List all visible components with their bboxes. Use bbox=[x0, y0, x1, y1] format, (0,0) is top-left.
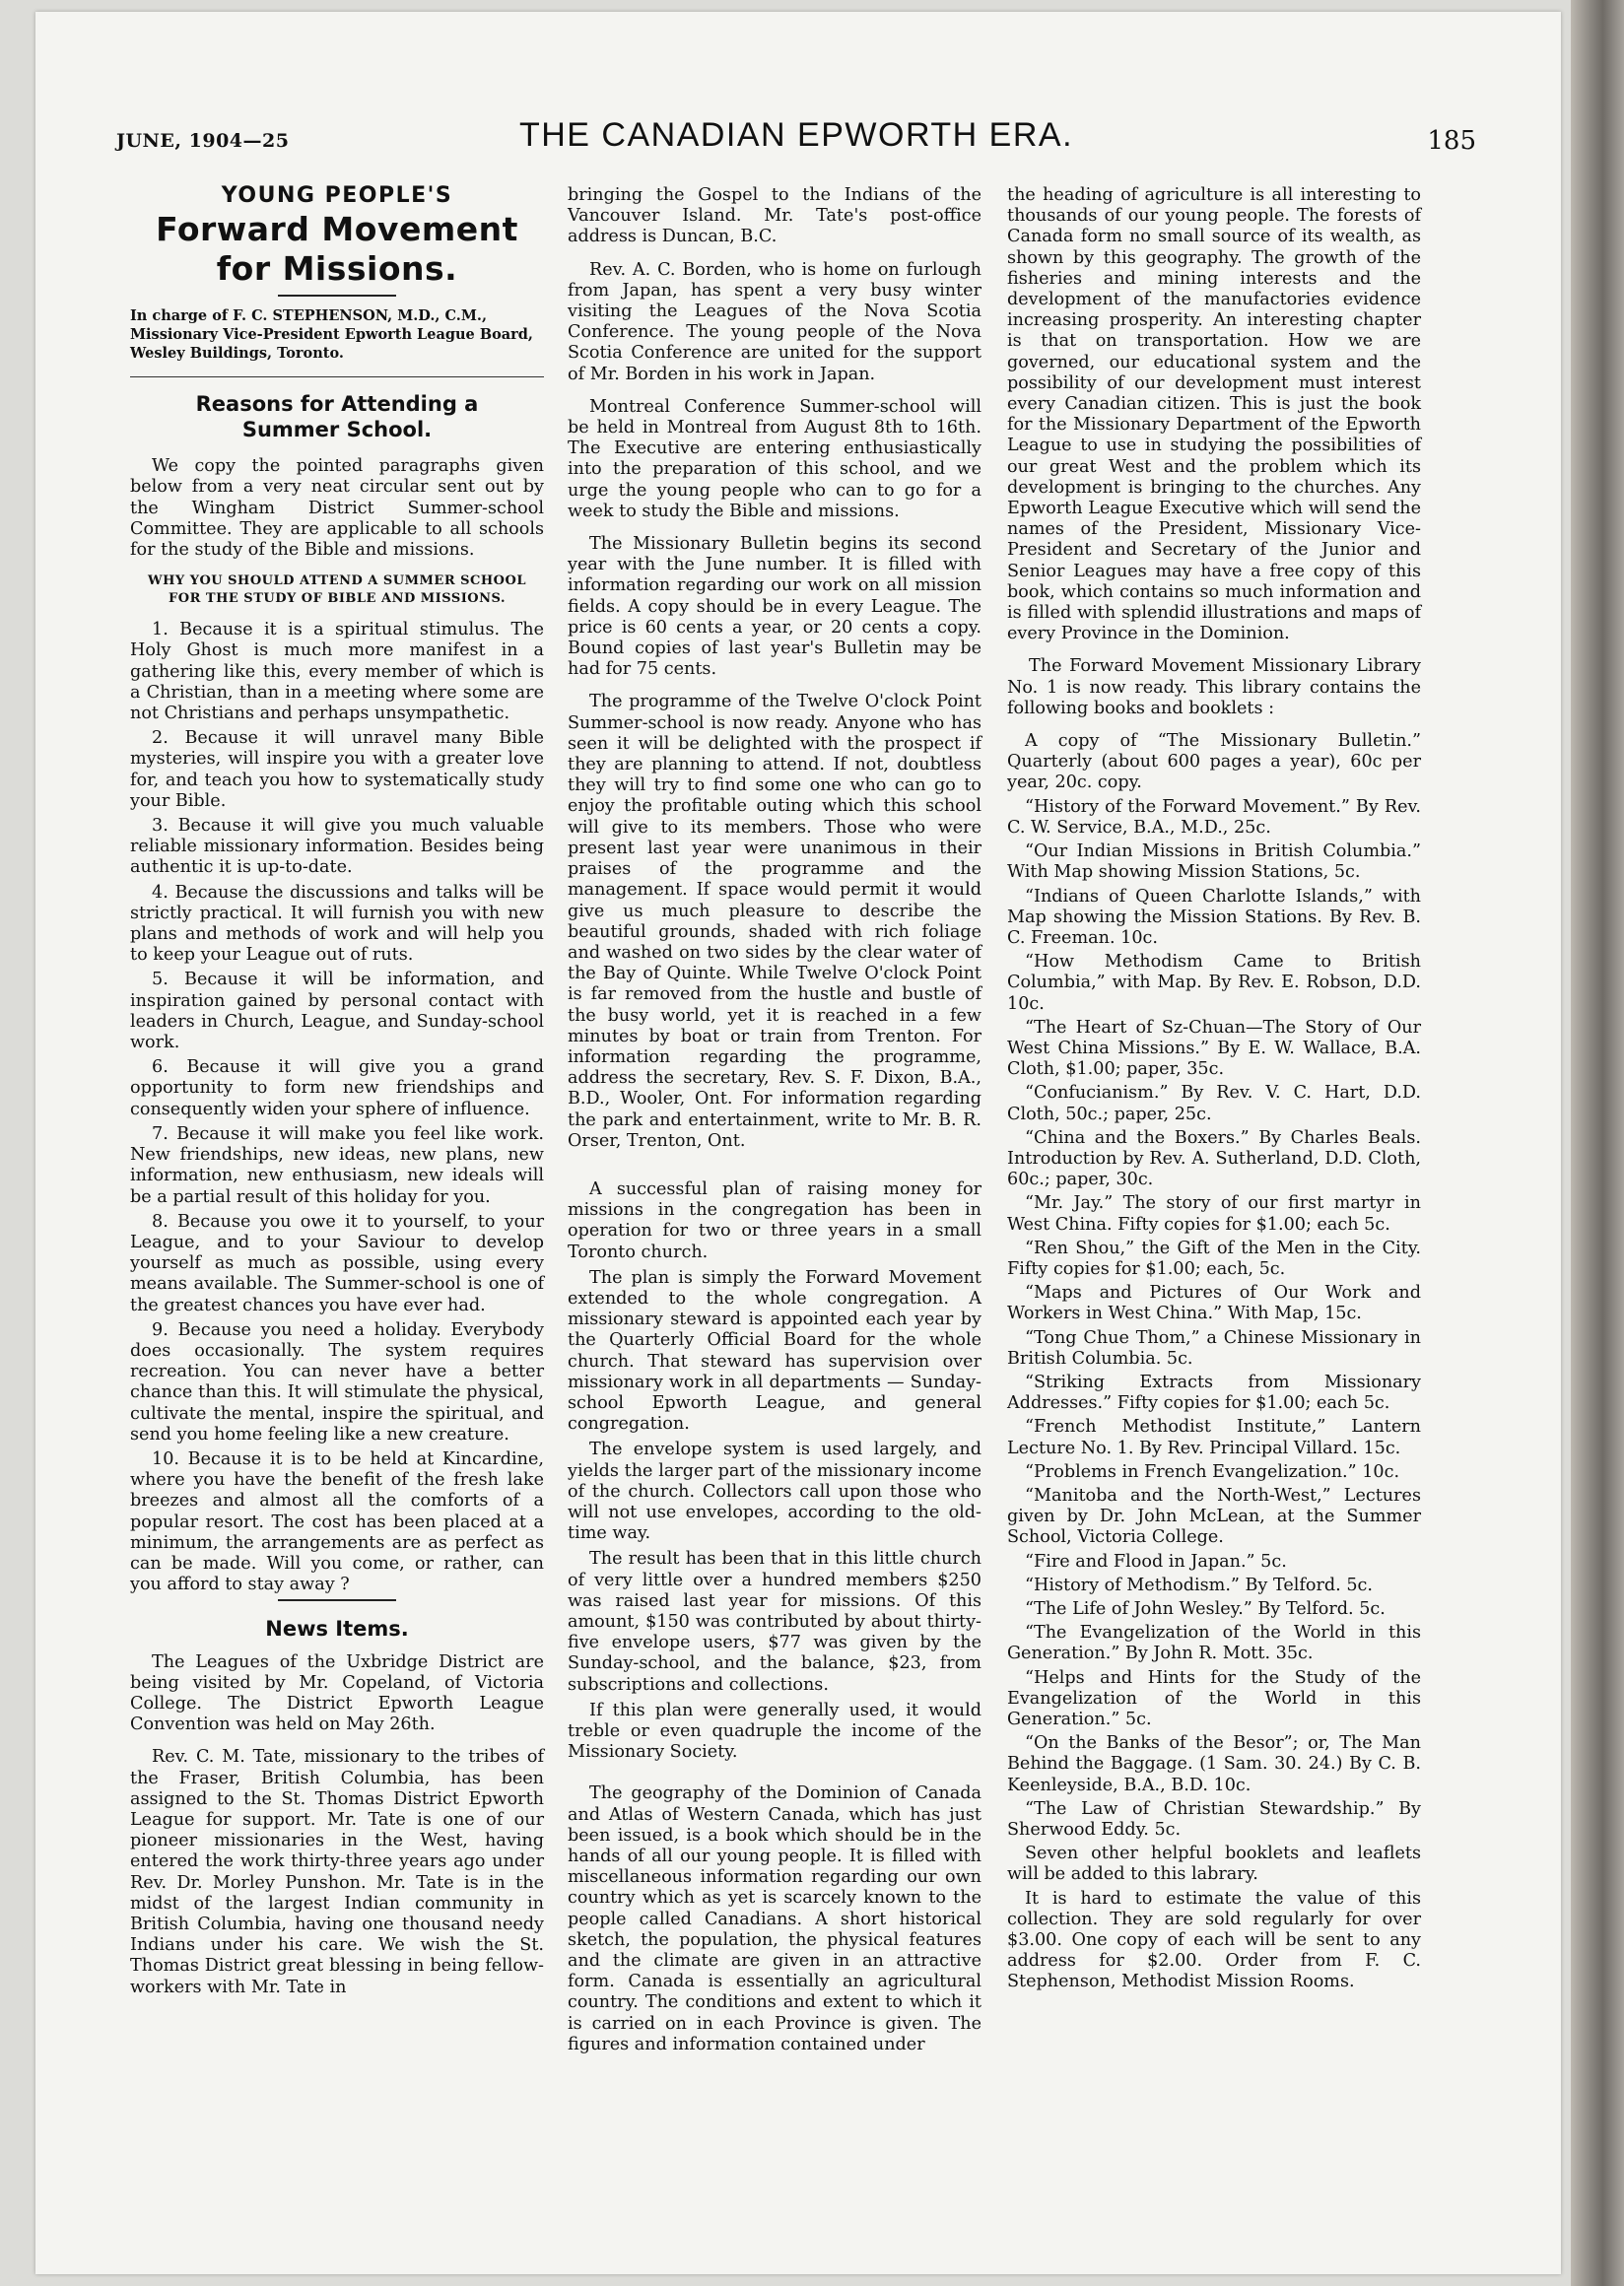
newspaper-page bbox=[35, 12, 1561, 2274]
book-item: “China and the Boxers.” By Charles Beals. Introduction by Rev. A. Sutherland, D.D. Cloth, 60c.; paper, 30c. bbox=[1007, 1127, 1421, 1190]
title-divider bbox=[278, 295, 396, 297]
title-line-2: for Missions. bbox=[216, 249, 458, 289]
book-item: “The Law of Christian Stewardship.” By Sherwood Eddy. 5c. bbox=[1007, 1798, 1421, 1841]
article-paragraph: Rev. A. C. Borden, who is home on furlough from Japan, has spent a very busy winter visiting the Leagues of the Nova Scotia Conference. The young people of the Nova Scotia Conference are united for the support of Mr. Borden in his work in Japan. bbox=[568, 259, 981, 384]
news-paragraph: Rev. C. M. Tate, missionary to the tribes of the Fraser, British Columbia, has been assigned to the St. Thomas District Epworth League for support. Mr. Tate is one of our pioneer missionaries in the West, having entered the work thirty-three years ago under Rev. Dr. Morley Punshon. Mr. Tate is in the midst of the largest Indian community in British Columbia, having one thousand needy Indians under his care. We wish the St. Thomas District great blessing in being fellow-workers with Mr. Tate in bbox=[130, 1747, 544, 1997]
book-item: “On the Banks of the Besor”; or, The Man Behind the Baggage. (1 Sam. 30. 24.) By C. B. Keenleyside, B.A., B.D. 10c. bbox=[1007, 1733, 1421, 1795]
masthead: THE CANADIAN EPWORTH ERA. bbox=[518, 116, 1074, 154]
book-item: “Confucianism.” By Rev. V. C. Hart, D.D. Cloth, 50c.; paper, 25c. bbox=[1007, 1083, 1421, 1124]
book-item: “Indians of Queen Charlotte Islands,” with Map showing the Mission Stations. By Rev. B. C. Freeman. 10c. bbox=[1007, 886, 1421, 948]
editor-credit: In charge of F. C. STEPHENSON, M.D., C.M., Missionary Vice-President Epworth League Board, Wesley Buildings, Toronto. bbox=[130, 307, 533, 363]
article-paragraph: A successful plan of raising money for missions in the congregation has been in operation for two or three years in a small Toronto church. bbox=[568, 1178, 981, 1262]
news-paragraph: The Leagues of the Uxbridge District are being visited by Mr. Copeland, of Victoria College. The District Epworth League Convention was held on May 26th. bbox=[130, 1651, 544, 1735]
spacer bbox=[568, 1164, 981, 1179]
section-kicker: YOUNG PEOPLE'S bbox=[221, 183, 453, 208]
page-title bbox=[130, 210, 544, 289]
book-item: “The Heart of Sz-Chuan—The Story of Our West China Missions.” By E. W. Wallace, B.A. Cloth, $1.00; paper, 35c. bbox=[1007, 1017, 1421, 1080]
subheading-line-2: FOR THE STUDY OF BIBLE AND MISSIONS. bbox=[169, 591, 506, 607]
article-paragraph: If this plan were generally used, it would treble or even quadruple the income of the Missionary Society. bbox=[568, 1700, 981, 1763]
book-item: “Mr. Jay.” The story of our first martyr in West China. Fifty copies for $1.00; each 5c. bbox=[1007, 1193, 1421, 1235]
reason-item: 3. Because it will give you much valuable reliable missionary information. Besides being authentic it is up-to-date. bbox=[130, 816, 544, 878]
column-2 bbox=[568, 185, 981, 2067]
book-item: “How Methodism Came to British Columbia,” with Map. By Rev. E. Robson, D.D. 10c. bbox=[1007, 952, 1421, 1014]
reason-item: 8. Because you owe it to yourself, to your League, and to your Saviour to develop yourself as much as possible, using every means available. The Summer-school is one of the greatest chances you have ever had. bbox=[130, 1211, 544, 1315]
book-item: “Problems in French Evangelization.” 10c. bbox=[1025, 1461, 1400, 1482]
book-item: “The Evangelization of the World in this Generation.” By John R. Mott. 35c. bbox=[1007, 1623, 1421, 1664]
reason-item: 4. Because the discussions and talks will be strictly practical. It will furnish you with new plans and methods of work and will help you to keep your League out of ruts. bbox=[130, 882, 544, 966]
article-paragraph: The plan is simply the Forward Movement extended to the whole congregation. A missionary steward is appointed each year by the Quarterly Official Board for the whole church. That steward has supervision over missionary work in all departments — Sunday-school Epworth League, and general congregation. bbox=[568, 1267, 981, 1435]
book-item: “Fire and Flood in Japan.” 5c. bbox=[1025, 1551, 1287, 1572]
reason-item: 1. Because it is a spiritual stimulus. The Holy Ghost is much more manifest in a gathering like this, every member of which is a Christian, than in a meeting where some are not Christians and perhaps unsympathetic. bbox=[130, 620, 544, 724]
page-number: 185 bbox=[1427, 126, 1476, 156]
continued-paragraph: bringing the Gospel to the Indians of the Vancouver Island. Mr. Tate's post-office address is Duncan, B.C. bbox=[568, 185, 981, 247]
book-item: “Ren Shou,” the Gift of the Men in the City. Fifty copies for $1.00; each, 5c. bbox=[1007, 1238, 1421, 1279]
article-paragraph: The envelope system is used largely, and yields the larger part of the missionary income of the church. Collectors call upon those who will not use envelopes, according to the old-time way. bbox=[568, 1440, 981, 1544]
section-heading-line-2: Summer School. bbox=[241, 418, 433, 442]
article-paragraph: The result has been that in this little church of very little over a hundred members $250 was raised last year for missions. Of this amount, $150 was contributed by about thirty-five envelope users, $77 was given by the Sunday-school, and the balance, $23, from subscriptions and collections. bbox=[568, 1549, 981, 1695]
column-1 bbox=[130, 185, 544, 2010]
reason-item: 5. Because it will be information, and inspiration gained by personal contact with leaders in Church, League, and Sunday-school work. bbox=[130, 970, 544, 1053]
reason-item: 2. Because it will unravel many Bible mysteries, will inspire you with a greater love for, and teach you how to systematically study your Bible. bbox=[130, 728, 544, 811]
library-paragraph: The Forward Movement Missionary Library No. 1 is now ready. This library contains the following books and booklets : bbox=[1007, 656, 1421, 718]
reason-item: 6. Because it will give you a grand opportunity to form new friendships and consequently widen your sphere of influence. bbox=[130, 1057, 544, 1119]
book-item: “History of the Forward Movement.” By Rev. C. W. Service, B.A., M.D., 25c. bbox=[1007, 796, 1421, 838]
article-paragraph: Montreal Conference Summer-school will be held in Montreal from August 8th to 16th. The Executive are entering enthusiastically into the preparation of this school, and we urge the young people who can to go for a week to study the Bible and missions. bbox=[568, 396, 981, 521]
reason-item: 9. Because you need a holiday. Everybody does occasionally. The system requires recreation. You can never have a better chance than this. It will stimulate the physical, cultivate the mental, inspire the spiritual, and send you home feeling like a new creature. bbox=[130, 1319, 544, 1445]
issue-date: JUNE, 1904—25 bbox=[116, 130, 290, 152]
page-header bbox=[116, 116, 1476, 166]
spacer bbox=[568, 1768, 981, 1783]
book-item: “Maps and Pictures of Our Work and Workers in West China.” With Map, 15c. bbox=[1007, 1283, 1421, 1324]
book-item: It is hard to estimate the value of this collection. They are sold regularly for over $3.00. One copy of each will be sent to any address for $2.00. Order from F. C. Stephenson, Methodist Mission Rooms. bbox=[1007, 1888, 1421, 1992]
intro-paragraph: We copy the pointed paragraphs given below from a very neat circular sent out by the Wingham District Summer-school Committee. They are applicable to all schools for the study of the Bible and missions. bbox=[130, 456, 544, 561]
news-heading: News Items. bbox=[265, 1617, 409, 1642]
book-item: “History of Methodism.” By Telford. 5c. bbox=[1025, 1575, 1373, 1595]
section-heading-line-1: Reasons for Attending a bbox=[195, 392, 479, 417]
book-item: “Our Indian Missions in British Columbia.” With Map showing Mission Stations, 5c. bbox=[1007, 841, 1421, 883]
book-item: Seven other helpful booklets and leaflets will be added to this labrary. bbox=[1007, 1844, 1421, 1885]
book-item: “Manitoba and the North-West,” Lectures given by Dr. John McLean, at the Summer School, Victoria College. bbox=[1007, 1485, 1421, 1548]
book-spine bbox=[1571, 0, 1624, 2286]
section-divider bbox=[130, 376, 544, 377]
subheading-line-1: WHY YOU SHOULD ATTEND A SUMMER SCHOOL bbox=[148, 573, 526, 589]
column-3 bbox=[1007, 185, 1421, 1996]
continued-paragraph: the heading of agriculture is all interesting to thousands of our young people. The forests of Canada form no small source of its wealth, as shown by this geography. The growth of the fisheries and mining interests and the development of the manufactories evidence increasing prosperity. An interesting chapter is that on transportation. How we are governed, our educational system and the possibility of our development must interest every Canadian citizen. This is just the book for the Missionary Department of the Epworth League to use in studying the possibilities of our great West and the problem which its development is bringing to the churches. Any Epworth League Executive which will send the names of the President, Missionary Vice-President and Secretary of the Junior and Senior Leagues may have a free copy of this book, which contains so much information and is filled with splendid illustrations and maps of every Province in the Dominion. bbox=[1007, 185, 1421, 644]
section-heading bbox=[130, 391, 544, 442]
title-line-1: Forward Movement bbox=[156, 210, 518, 249]
article-paragraph: The Missionary Bulletin begins its second year with the June number. It is filled with information regarding our work on all mission fields. A copy should be in every League. The price is 60 cents a year, or 20 cents a copy. Bound copies of last year's Bulletin may be had for 75 cents. bbox=[568, 534, 981, 680]
subheading bbox=[130, 572, 544, 608]
book-item: A copy of “The Missionary Bulletin.” Quarterly (about 600 pages a year), 60c per year, 20c. copy. bbox=[1007, 731, 1421, 793]
book-item: “Tong Chue Thom,” a Chinese Missionary in British Columbia. 5c. bbox=[1007, 1327, 1421, 1369]
reason-item: 10. Because it is to be held at Kincardine, where you have the benefit of the fresh lake breezes and almost all the comforts of a popular resort. The cost has been placed at a minimum, the arrangements are as perfect as can be made. Will you come, or rather, can you afford to stay away ? bbox=[130, 1448, 544, 1595]
book-item: “French Methodist Institute,” Lantern Lecture No. 1. By Rev. Principal Villard. 15c. bbox=[1007, 1417, 1421, 1458]
article-paragraph: The geography of the Dominion of Canada and Atlas of Western Canada, which has just been issued, is a book which should be in the hands of all our young people. It is filled with miscellaneous information regarding our own country which as yet is scarcely known to the people called Canadians. A short historical sketch, the population, the physical features and the climate are given in an attractive form. Canada is essentially an agricultural country. The conditions and extent to which it is carried on in each Province is given. The figures and information contained under bbox=[568, 1783, 981, 2054]
book-item: “The Life of John Wesley.” By Telford. 5c. bbox=[1025, 1599, 1386, 1619]
news-divider bbox=[278, 1599, 396, 1601]
book-item: “Helps and Hints for the Study of the Evangelization of the World in this Generation.” 5c. bbox=[1007, 1667, 1421, 1730]
reason-item: 7. Because it will make you feel like work. New friendships, new ideas, new plans, new information, new enthusiasm, new ideals will be a partial result of this holiday for you. bbox=[130, 1123, 544, 1207]
article-paragraph: The programme of the Twelve O'clock Point Summer-school is now ready. Anyone who has seen it will be delighted with the prospect if they are planning to attend. If not, doubtless they will try to find some one who can go to enjoy the profitable outing which this school will give to its members. Those who were present last year were unanimous in their praises of the programme and the management. If space would permit it would give us much pleasure to describe the beautiful grounds, shaded with rich foliage and washed on two sides by the clear water of the Bay of Quinte. While Twelve O'clock Point is far removed from the hustle and bustle of the busy world, yet it is reached in a few minutes by boat or train from Trenton. For information regarding the programme, address the secretary, Rev. S. F. Dixon, B.A., B.D., Wooler, Ont. For information regarding the park and entertainment, write to Mr. B. R. Orser, Trenton, Ont. bbox=[568, 692, 981, 1151]
book-item: “Striking Extracts from Missionary Addresses.” Fifty copies for $1.00; each 5c. bbox=[1007, 1372, 1421, 1414]
